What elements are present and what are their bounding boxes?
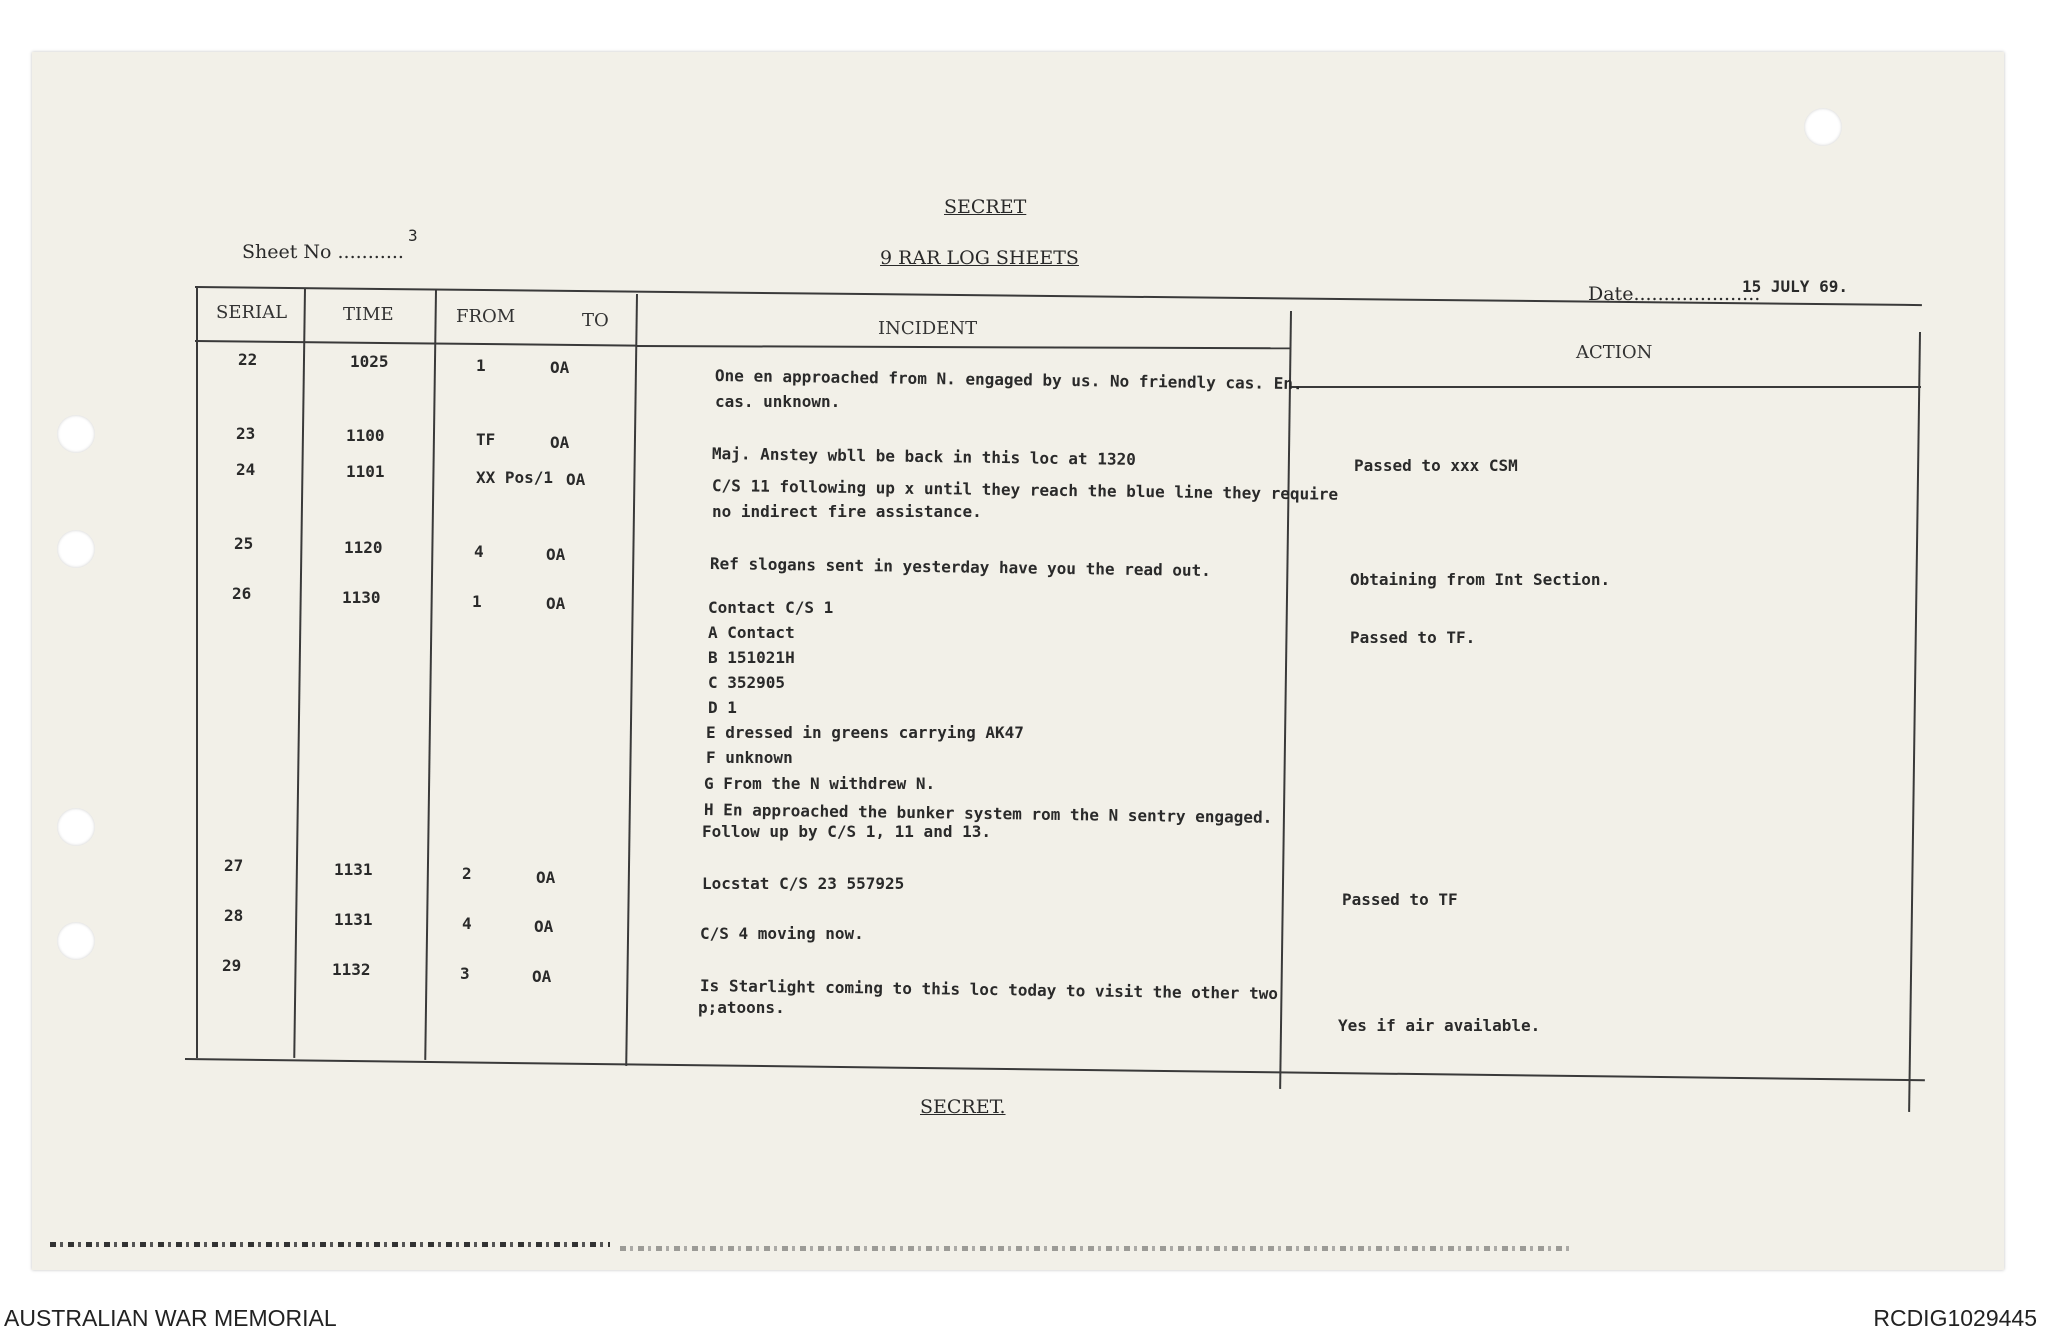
cell-time: 1025 (350, 352, 389, 371)
sheet-label (242, 241, 404, 263)
cell-incident-line: Maj. Anstey wbll be back in this loc at 1320 (711, 444, 1136, 469)
cell-to: OA (566, 470, 586, 489)
date-value: 15 JULY 69. (1742, 277, 1848, 296)
cell-serial: 24 (236, 460, 256, 479)
punch-hole (1804, 108, 1842, 146)
header-from: FROM (456, 306, 516, 327)
cell-incident-line: C 352905 (708, 673, 786, 692)
document-title: 9 RAR LOG SHEETS (880, 247, 1079, 269)
cell-time: 1120 (344, 538, 383, 557)
sheet-label-text: Sheet No ........... (242, 241, 404, 263)
cell-incident-line: B 151021H (708, 648, 795, 667)
cell-serial: 28 (224, 906, 244, 925)
cell-serial: 29 (222, 956, 242, 975)
cell-to: OA (550, 433, 570, 452)
header-to: TO (582, 310, 609, 331)
sheet-number: 3 (408, 226, 418, 245)
cell-incident-line: E dressed in greens carrying AK47 (706, 723, 1024, 742)
cell-from: 4 (462, 914, 472, 933)
cell-incident-line: D 1 (708, 698, 737, 717)
cell-from: TF (476, 430, 496, 449)
cell-incident-line: Follow up by C/S 1, 11 and 13. (702, 822, 991, 841)
footer-reference-id: RCDIG1029445 (1873, 1305, 2037, 1331)
cell-action: Yes if air available. (1338, 1016, 1541, 1035)
log-sheet-paper (32, 52, 2004, 1270)
cell-time: 1101 (346, 462, 385, 481)
cell-to: OA (534, 917, 554, 936)
cell-from: 3 (460, 964, 470, 983)
cell-from: 1 (476, 356, 486, 375)
header-divider (1291, 386, 1921, 388)
cell-serial: 27 (224, 856, 244, 875)
cell-serial: 25 (234, 534, 254, 553)
punch-hole (57, 415, 95, 453)
cell-from: 4 (474, 542, 484, 561)
punch-hole (57, 922, 95, 960)
header-action: ACTION (1576, 342, 1653, 363)
cell-serial: 22 (238, 350, 258, 369)
classification-bottom: SECRET. (920, 1096, 1006, 1118)
cell-action: Passed to xxx CSM (1354, 456, 1518, 475)
cell-to: OA (532, 967, 552, 986)
cell-action: Passed to TF. (1350, 628, 1476, 647)
cell-incident-line: C/S 4 moving now. (700, 924, 864, 943)
cell-serial: 23 (236, 424, 256, 443)
cell-from: XX Pos/1 (476, 468, 554, 487)
date-label: Date..................... (1588, 283, 1761, 305)
cell-from: 2 (462, 864, 472, 883)
punch-hole (57, 530, 95, 568)
header-incident: INCIDENT (878, 318, 978, 339)
cell-incident-line: Locstat C/S 23 557925 (702, 874, 905, 893)
classification-top: SECRET (944, 196, 1027, 218)
cell-time: 1100 (346, 426, 385, 445)
cell-action: Passed to TF (1342, 890, 1458, 909)
smudge-mark (620, 1246, 1570, 1251)
cell-incident-line: One en approached from N. engaged by us. No friendly cas. En. (714, 366, 1303, 394)
cell-incident-line: F unknown (706, 748, 793, 767)
footer-institution: AUSTRALIAN WAR MEMORIAL (4, 1305, 337, 1331)
cell-time: 1131 (334, 860, 373, 879)
cell-to: OA (550, 358, 570, 377)
cell-to: OA (536, 868, 556, 887)
cell-incident-line: H En approached the bunker system rom the N sentry engaged. (703, 800, 1273, 827)
cell-incident-line: G From the N withdrew N. (704, 774, 936, 793)
punch-hole (57, 808, 95, 846)
cell-incident-line: C/S 11 following up x until they reach the blue line they require (711, 476, 1339, 504)
column-divider (196, 286, 198, 1058)
cell-action: Obtaining from Int Section. (1350, 570, 1611, 589)
cell-incident-line: cas. unknown. (715, 392, 841, 411)
smudge-mark (50, 1242, 610, 1247)
cell-from: 1 (472, 592, 482, 611)
cell-incident-line: A Contact (708, 623, 795, 642)
cell-incident-line: no indirect fire assistance. (712, 502, 982, 521)
cell-to: OA (546, 545, 566, 564)
header-serial: SERIAL (216, 302, 288, 323)
cell-time: 1131 (334, 910, 373, 929)
header-time: TIME (343, 304, 394, 325)
cell-serial: 26 (232, 584, 252, 603)
cell-incident-line: Contact C/S 1 (708, 598, 834, 617)
cell-incident-line: Ref slogans sent in yesterday have you the read out. (709, 554, 1211, 580)
cell-incident-line: p;atoons. (698, 998, 785, 1017)
cell-incident-line: Is Starlight coming to this loc today to visit the other two (699, 976, 1279, 1004)
cell-time: 1132 (332, 960, 371, 979)
cell-to: OA (546, 594, 566, 613)
cell-time: 1130 (342, 588, 381, 607)
